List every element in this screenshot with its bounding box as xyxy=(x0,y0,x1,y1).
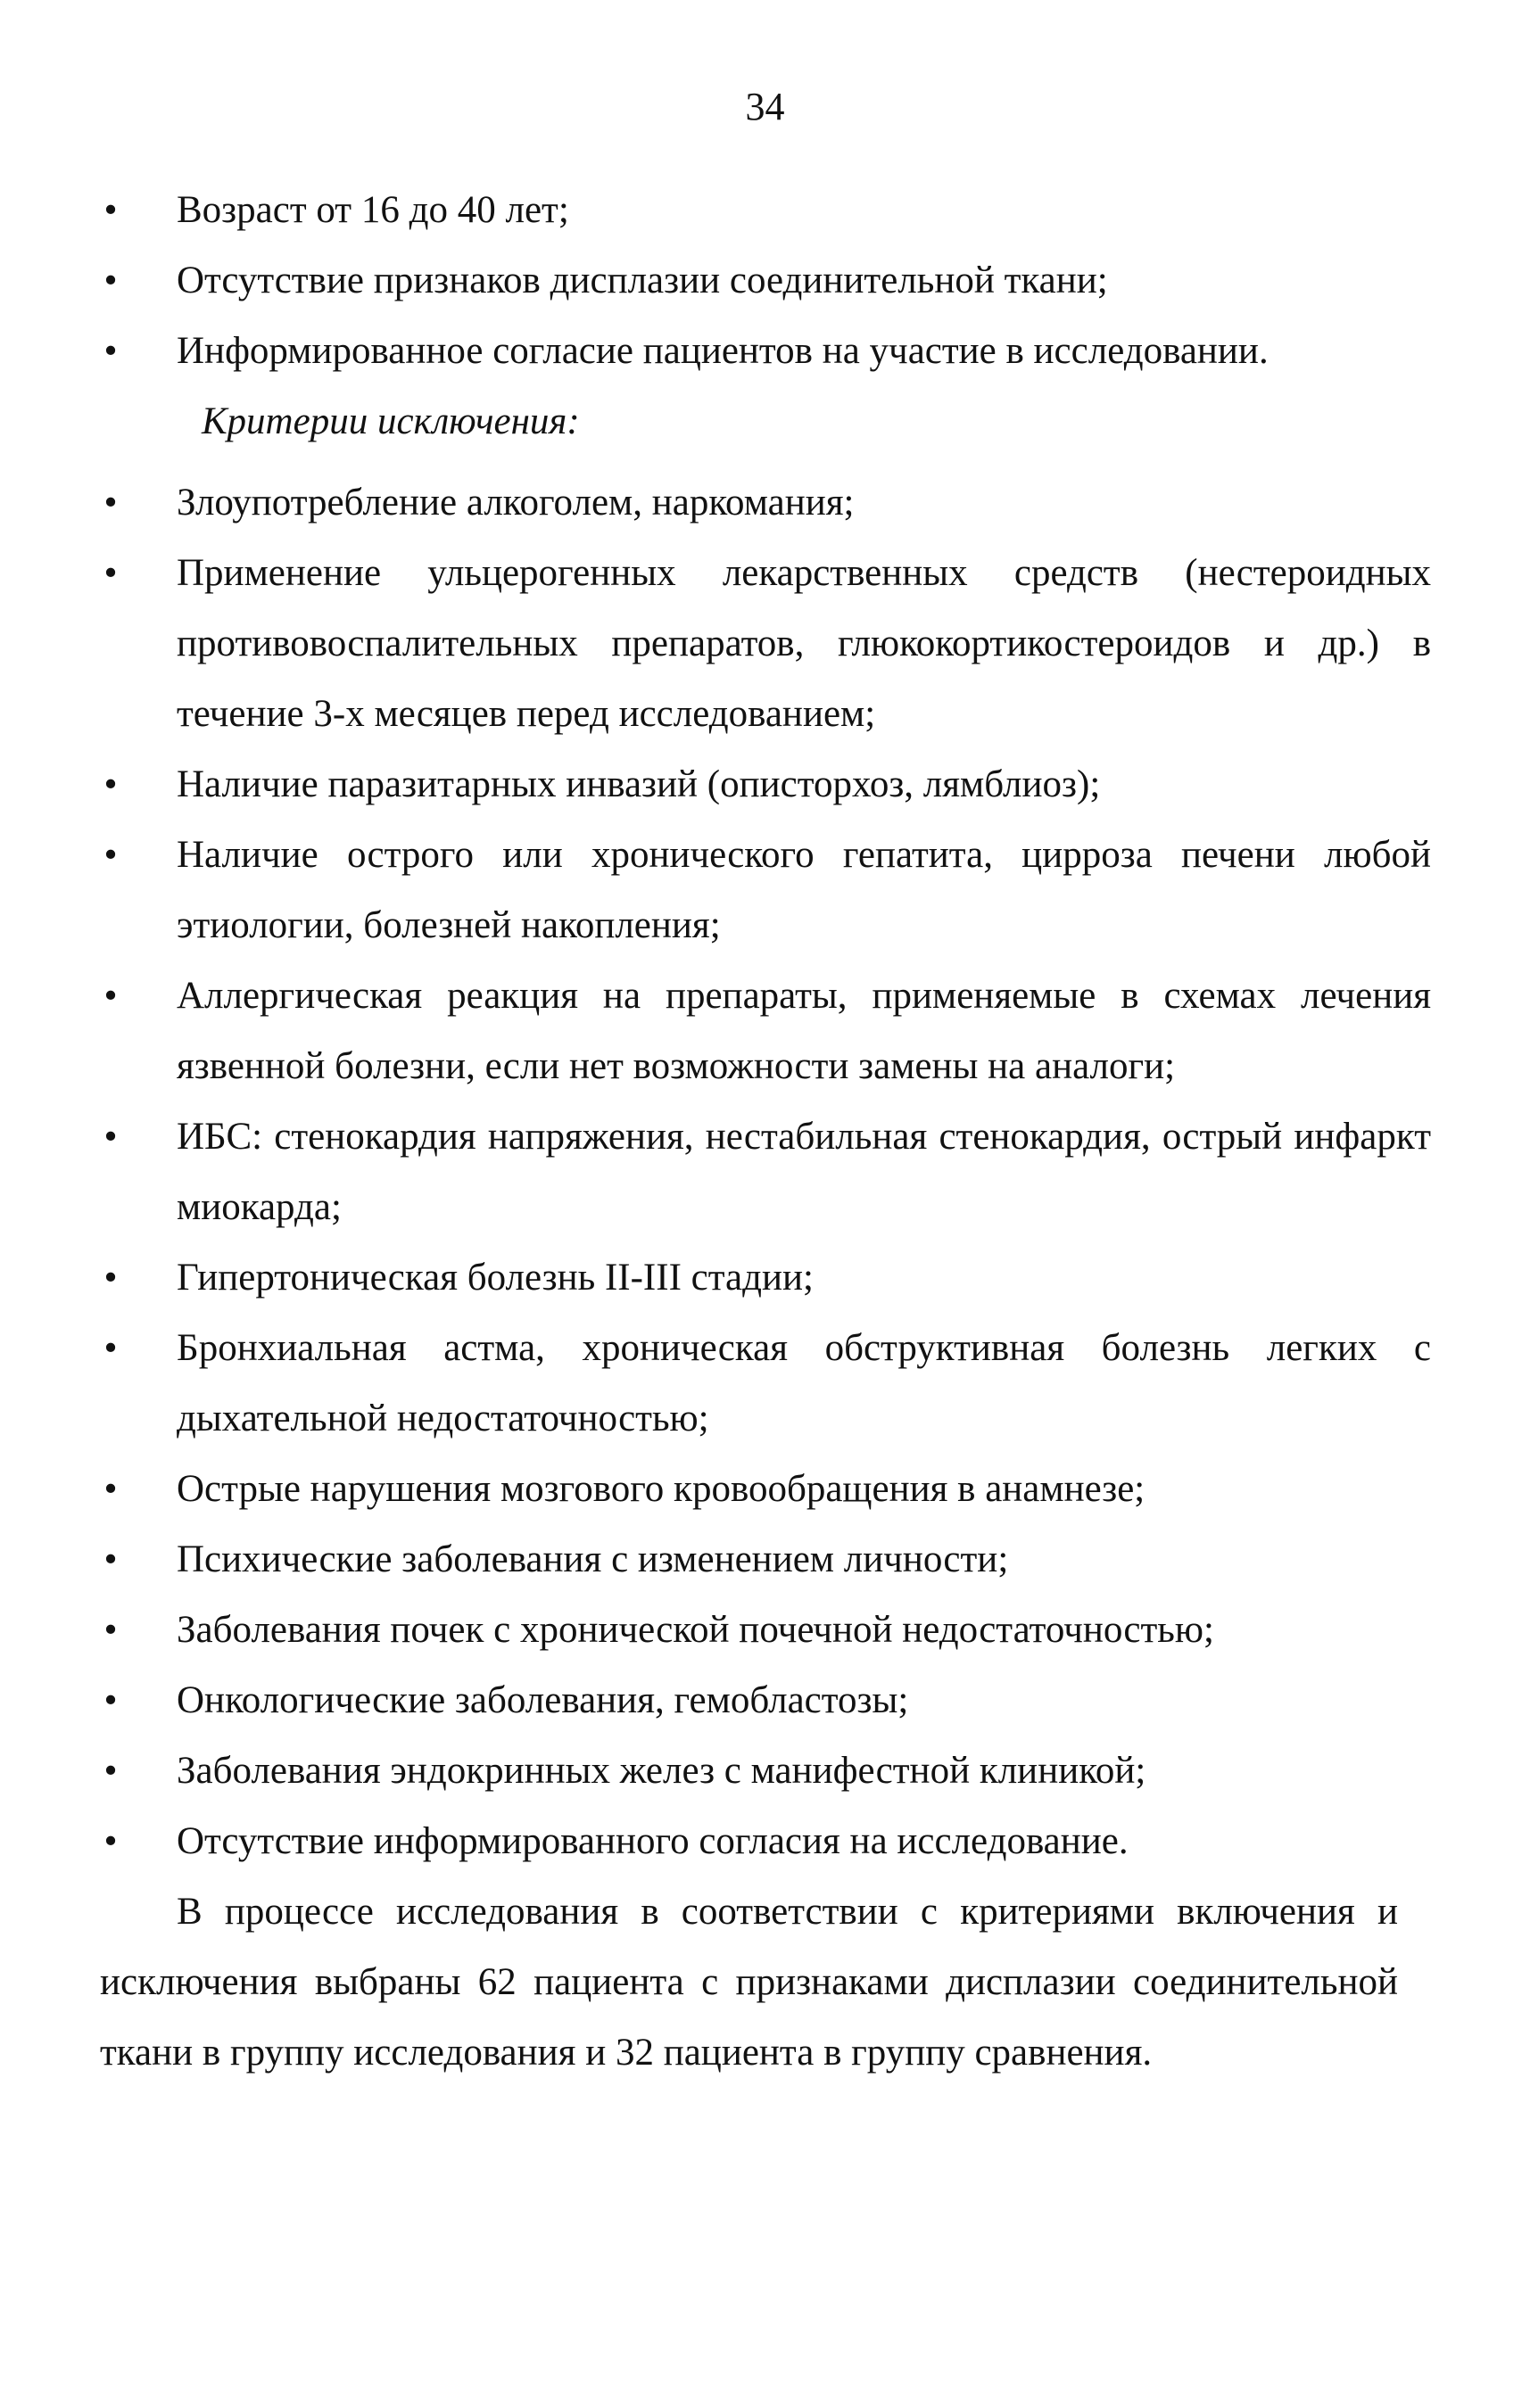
list-item-text: Информированное согласие пациентов на участие в исследовании. xyxy=(177,330,1269,372)
bullet-icon: • xyxy=(103,1538,118,1580)
list-item xyxy=(100,820,1431,961)
list-item xyxy=(100,175,1431,245)
bullet-icon: • xyxy=(103,260,118,301)
list-item xyxy=(100,961,1431,1101)
list-item xyxy=(100,316,1431,386)
list-item-text: Наличие паразитарных инвазий (описторхоз, лямблиоз); xyxy=(177,763,1101,805)
list-item-text: Гипертоническая болезнь II-III стадии; xyxy=(177,1257,814,1299)
bullet-icon: • xyxy=(103,1820,118,1862)
list-item xyxy=(100,538,1431,749)
list-item-text: Заболевания почек с хронической почечной недостаточностью; xyxy=(177,1609,1214,1651)
exclusion-heading: Критерии исключения: xyxy=(202,400,580,442)
list-item-text: Бронхиальная астма, хроническая обструктивная болезнь легких с дыхательной недостаточностью; xyxy=(177,1327,1431,1439)
list-item xyxy=(100,1242,1431,1313)
bullet-icon: • xyxy=(103,1679,118,1721)
list-item xyxy=(100,749,1431,820)
list-item xyxy=(100,1595,1431,1665)
list-item-text: Онкологические заболевания, гемобластозы; xyxy=(177,1679,909,1721)
bullet-icon: • xyxy=(103,189,118,231)
list-item xyxy=(100,1454,1431,1524)
list-item-text: Заболевания эндокринных желез с манифестной клиникой; xyxy=(177,1750,1146,1792)
bullet-icon: • xyxy=(103,1257,118,1299)
bullet-icon: • xyxy=(103,330,118,372)
bullet-icon: • xyxy=(103,552,118,594)
list-item xyxy=(100,1736,1431,1806)
list-item xyxy=(100,1665,1431,1736)
page-content xyxy=(100,175,1431,2088)
list-item-text: Наличие острого или хронического гепатита, цирроза печени любой этиологии, болезней накопления; xyxy=(177,834,1431,946)
bullet-icon: • xyxy=(103,1609,118,1651)
closing-paragraph: В процессе исследования в соответствии с критериями включения и исключения выбраны 62 пациента с признаками дисплазии соединительной ткани в группу исследования и 32 пациента в группу сравнения. xyxy=(100,1891,1398,2074)
list-item-text: Отсутствие признаков дисплазии соединительной ткани; xyxy=(177,260,1108,301)
bullet-icon: • xyxy=(103,1468,118,1510)
bullet-icon: • xyxy=(103,834,118,876)
bullet-icon: • xyxy=(103,763,118,805)
list-item xyxy=(100,1524,1431,1595)
list-item xyxy=(100,245,1431,316)
list-item xyxy=(100,1806,1431,1876)
list-item xyxy=(100,1101,1431,1242)
list-item-text: Применение ульцерогенных лекарственных средств (нестероидных противовоспалительных препаратов, глюкокортикостероидов и др.) в течение 3-х месяцев перед исследованием; xyxy=(177,552,1431,735)
page-number: 34 xyxy=(745,85,785,128)
bullet-icon: • xyxy=(103,1327,118,1369)
list-item-text: Отсутствие информированного согласия на исследование. xyxy=(177,1820,1129,1862)
bullet-icon: • xyxy=(103,975,118,1017)
list-item-text: Острые нарушения мозгового кровообращения в анамнезе; xyxy=(177,1468,1145,1510)
inclusion-criteria-list xyxy=(100,175,1431,386)
exclusion-criteria-list xyxy=(100,467,1431,1876)
list-item xyxy=(100,1313,1431,1454)
list-item-text: Злоупотребление алкоголем, наркомания; xyxy=(177,482,855,524)
list-item-text: Психические заболевания с изменением личности; xyxy=(177,1538,1009,1580)
bullet-icon: • xyxy=(103,1116,118,1158)
list-item xyxy=(100,467,1431,538)
bullet-icon: • xyxy=(103,1750,118,1792)
list-item-text: ИБС: стенокардия напряжения, нестабильная стенокардия, острый инфаркт миокарда; xyxy=(177,1116,1431,1228)
list-item-text: Аллергическая реакция на препараты, применяемые в схемах лечения язвенной болезни, если нет возможности замены на аналоги; xyxy=(177,975,1431,1087)
list-item-text: Возраст от 16 до 40 лет; xyxy=(177,189,569,231)
bullet-icon: • xyxy=(103,482,118,524)
